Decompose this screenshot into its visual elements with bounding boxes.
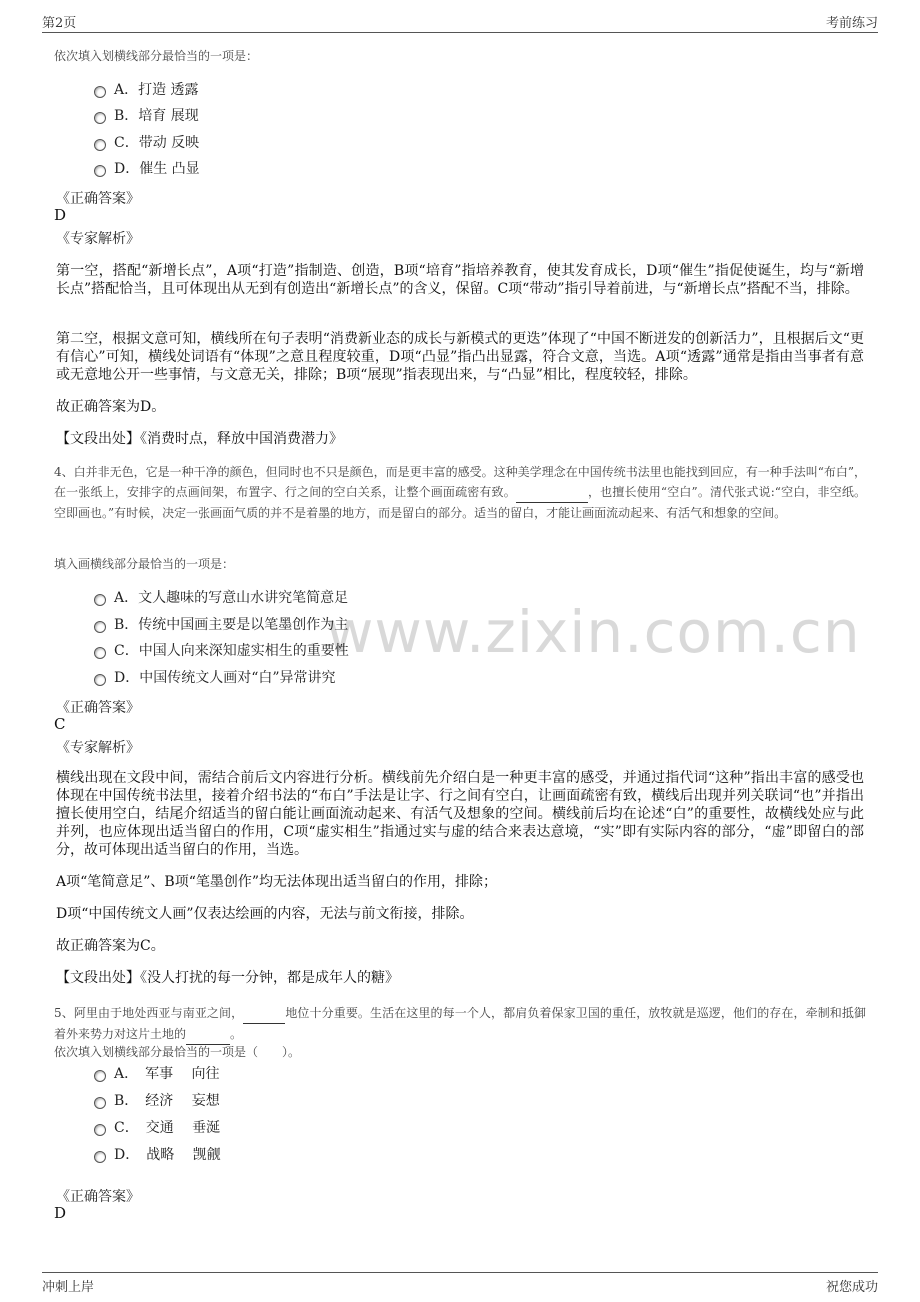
header-title: 考前练习 bbox=[825, 16, 878, 31]
option-label: A．打造 透露 bbox=[114, 82, 199, 98]
option-label: A．文人趣味的写意山水讲究笔简意足 bbox=[114, 590, 349, 606]
q5-text-b: 地位十分重要。生活在这里的每一个人，都肩负着保家卫国的重任，放牧就是巡逻，他们的存在，牵制和抵御着外来势力对这片土地的 bbox=[54, 1006, 866, 1041]
option-label: C． 交通 垂涎 bbox=[114, 1120, 221, 1136]
q4-prompt: 填入画横线部分最恰当的一项是： bbox=[54, 557, 235, 571]
q5-option-a[interactable] bbox=[94, 1064, 220, 1084]
q5-blank-1 bbox=[243, 1003, 285, 1024]
q3-analysis-p3: 故正确答案为D。 bbox=[56, 399, 166, 415]
q3-option-b[interactable] bbox=[94, 106, 199, 126]
q5-option-b[interactable] bbox=[94, 1091, 220, 1111]
radio-icon[interactable] bbox=[94, 594, 106, 606]
q3-option-d[interactable] bbox=[94, 159, 200, 179]
radio-icon[interactable] bbox=[94, 647, 106, 659]
q3-analysis-p2: 第二空，根据文意可知，横线所在句子表明“消费新业态的成长与新模式的更迭”体现了“中国不断迸发的创新活力”，且根据后文“更有信心”可知，横线处词语有“体现”之意且程度较重，D项“凸显”指凸出显露，符合文意，当选。A项“透露”通常是指由当事者有意或无意地公开一些事情，与文意无关，排除；B项“展现”指表现出来，与“凸显”相比，程度较轻，排除。 bbox=[56, 331, 864, 383]
page-number: 第2页 bbox=[42, 16, 77, 31]
option-label: B． 经济 妄想 bbox=[114, 1093, 220, 1109]
radio-icon[interactable] bbox=[94, 86, 106, 98]
q4-text-b: ，也擅长使用“空白”。清代张式说:“空白，非空纸。空即画也。”有时候，决定一张画面气质的并不是着墨的地方，而是留白的部分。适当的留白，才能让画面流动起来、有活气和想象的空间。 bbox=[54, 485, 866, 520]
radio-icon[interactable] bbox=[94, 674, 106, 686]
q4-source: 【文段出处】《没人打扰的每一分钟，都是成年人的糖》 bbox=[56, 970, 399, 986]
q3-prompt: 依次填入划横线部分最恰当的一项是： bbox=[54, 49, 259, 63]
option-label: A． 军事 向往 bbox=[114, 1066, 220, 1082]
q4-blank bbox=[516, 482, 588, 503]
footer-right: 祝您成功 bbox=[825, 1280, 878, 1295]
radio-icon[interactable] bbox=[94, 621, 106, 633]
radio-icon[interactable] bbox=[94, 1151, 106, 1163]
radio-icon[interactable] bbox=[94, 112, 106, 124]
page-footer bbox=[42, 1272, 878, 1297]
q4-answer-title: 《正确答案》 bbox=[56, 700, 140, 716]
radio-icon[interactable] bbox=[94, 165, 106, 177]
q4-analysis-title: 《专家解析》 bbox=[56, 740, 140, 756]
page-header bbox=[42, 10, 878, 33]
q4-answer: C bbox=[54, 715, 66, 733]
q4-analysis-p2: A项“笔简意足”、B项“笔墨创作”均无法体现出适当留白的作用，排除； bbox=[56, 874, 498, 890]
watermark: www.zixin.com.cn bbox=[326, 598, 861, 666]
q4-option-a[interactable] bbox=[94, 588, 348, 608]
q3-analysis-p1: 第一空，搭配“新增长点”，A项“打造”指制造、创造，B项“培育”指培养教育，使其发育成长，D项“催生”指促使诞生，均与“新增长点”搭配恰当，且可体现出从无到有创造出“新增长点”的含义，保留。C项“带动”指引导着前进，与“新增长点”搭配不当，排除。 bbox=[56, 263, 864, 297]
footer-left: 冲刺上岸 bbox=[42, 1280, 95, 1295]
q5-text-c: 。 bbox=[230, 1027, 243, 1041]
q4-option-d[interactable] bbox=[94, 668, 336, 688]
option-label: D．催生 凸显 bbox=[114, 161, 200, 177]
radio-icon[interactable] bbox=[94, 139, 106, 151]
radio-icon[interactable] bbox=[94, 1097, 106, 1109]
q3-option-c[interactable] bbox=[94, 133, 199, 153]
q5-prompt: 依次填入划横线部分最恰当的一项是（ ）。 bbox=[54, 1045, 301, 1059]
radio-icon[interactable] bbox=[94, 1070, 106, 1082]
q5-option-d[interactable] bbox=[94, 1145, 221, 1165]
q5-text-a: 5、阿里由于地处西亚与南亚之间， bbox=[54, 1006, 244, 1020]
option-label: B．培育 展现 bbox=[114, 108, 199, 124]
q3-source: 【文段出处】《消费时点，释放中国消费潜力》 bbox=[56, 431, 343, 447]
option-label: D．中国传统文人画对“白”异常讲究 bbox=[114, 670, 336, 686]
q4-text-a: 4、白并非无色，它是一种干净的颜色，但同时也不只是颜色，而是更丰富的感受。这种美学理念在中国传统书法里也能找到回应，有一种手法叫“布白”，在一张纸上，安排字的点画间架，布置字、行之间的空白关系，让整个画面疏密有致。 bbox=[54, 465, 866, 499]
q3-analysis-title: 《专家解析》 bbox=[56, 231, 140, 247]
q5-answer: D bbox=[54, 1204, 67, 1222]
q4-analysis-p4: 故正确答案为C。 bbox=[56, 938, 165, 954]
option-label: D． 战略 觊觎 bbox=[114, 1147, 221, 1163]
q3-answer-title: 《正确答案》 bbox=[56, 191, 140, 207]
option-label: B．传统中国画主要是以笔墨创作为主 bbox=[114, 617, 349, 633]
q4-text bbox=[54, 462, 866, 523]
q4-analysis-p1: 横线出现在文段中间，需结合前后文内容进行分析。横线前先介绍白是一种更丰富的感受，并通过指代词“这种”指出丰富的感受也体现在中国传统书法里，接着介绍书法的“布白”手法是让字、行之间有空白，让画面疏密有致，横线后出现并列关联词“也”并指出擅长使用空白，结尾介绍适当的留白能让画面流动起来、有活气及想象的空间。横线前后均在论述“白”的重要性，故横线处应与此并列，也应体现出适当留白的作用，C项“虚实相生”指通过实与虚的结合来表达意境，“实”即有实际内容的部分，“虚”即留白的部分，故可体现出适当留白的作用，当选。 bbox=[56, 770, 864, 858]
option-label: C．中国人向来深知虚实相生的重要性 bbox=[114, 643, 349, 659]
radio-icon[interactable] bbox=[94, 1124, 106, 1136]
q4-option-b[interactable] bbox=[94, 615, 348, 635]
q3-answer: D bbox=[54, 206, 67, 224]
option-label: C．带动 反映 bbox=[114, 135, 200, 151]
q5-answer-title: 《正确答案》 bbox=[56, 1189, 140, 1205]
q5-text bbox=[54, 1003, 866, 1045]
q5-option-c[interactable] bbox=[94, 1118, 220, 1138]
q4-option-c[interactable] bbox=[94, 641, 349, 661]
q4-analysis-p3: D项“中国传统文人画”仅表达绘画的内容，无法与前文衔接，排除。 bbox=[56, 906, 474, 922]
q3-option-a[interactable] bbox=[94, 80, 199, 100]
